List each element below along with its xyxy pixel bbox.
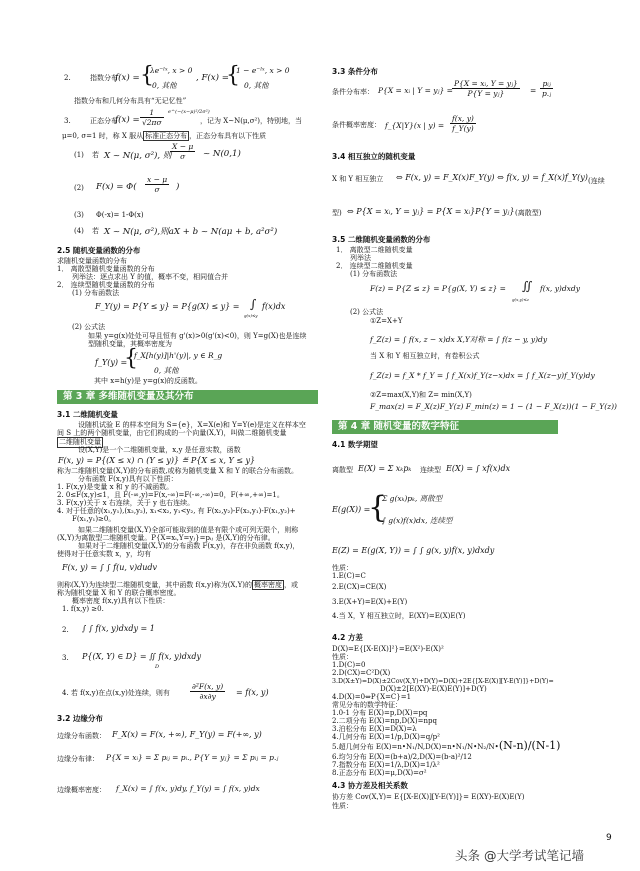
body-text: (1) 分布函数法 <box>350 270 398 278</box>
formula-case: f_X[h(y)]|h'(y)|, y ∈ R_g <box>134 351 223 360</box>
body-text: 4.D(X)=0⇔P{X=C}=1 <box>332 693 412 701</box>
body-text: 边缘概率密度： <box>57 786 106 794</box>
chapter-heading: 第 4 章 随机变量的数字特征 <box>332 420 558 434</box>
formula: F_Y(y) = P{Y ≤ y} = P{g(X) ≤ y} = <box>95 302 240 311</box>
body-text: 4. 若 f(x,y)在点(x,y)处连续，则有 <box>62 689 170 697</box>
body-text: 使得对于任意实数 x，y，均有 <box>57 550 152 558</box>
body-text: 设随机试验 E 的样本空间为 S={e}，X=X(e)和 Y=Y(e)是定义在样本空 <box>78 421 306 429</box>
formula: X ~ N(μ, σ²),则aX + b ~ N(aμ + b, a²σ²) <box>104 227 278 237</box>
body-text: 5.超几何分布 E(X)=n•N₁/N,D(X)=n•N₁/N•N₂/N•(N-n)/(N-1) <box>332 739 561 752</box>
body-text: ①Z=X+Y <box>370 317 403 325</box>
item-number: 3. <box>62 654 69 662</box>
fraction: $\frac{1}{√2\pi\sigma}$ <box>142 108 162 127</box>
watermark: 头条 @大学考试笔记墙 <box>455 848 584 863</box>
body-text: 性质： <box>332 564 353 572</box>
fraction: $\frac{\text{∂²F(x, y)}}{\partial x\partial y}$ <box>192 682 224 701</box>
fraction: $\frac{X - \mu}{\sigma}$ <box>172 142 194 161</box>
body-text: 7.指数分布 E(X)=1/λ,D(X)=1/λ² <box>332 761 440 769</box>
body-text: (2) 公式法 <box>72 323 106 331</box>
text: 若 <box>92 227 99 235</box>
formula: X ~ N(μ, σ²), 则 <box>104 151 172 161</box>
item-number: (3) <box>74 211 84 219</box>
formula-case: 0, 其他 <box>152 81 177 90</box>
body-text: 型) <box>332 209 342 217</box>
body-text: (X,Y)为离散型二维随机变量。P{X=xᵢ,Y=yⱼ}=pᵢⱼ 是(X,Y)的分布律。 <box>57 534 275 542</box>
brace-icon: { <box>140 63 154 88</box>
page-number: 9 <box>606 833 612 843</box>
item-number: (4) <box>74 227 84 235</box>
formula: E(X) = ∫ xf(x)dx <box>446 464 511 473</box>
brace-icon: { <box>368 490 388 525</box>
body-text: 1.D(C)=0 <box>332 661 366 669</box>
body-text: 4. 对于任意的(x₁,y₁),(x₂,y₂), x₁<x₂, y₁<y₂, 有 F(x₂,y₂)-F(x₂,y₁)-F(x₁,y₂)+ <box>57 507 296 515</box>
section-title: 4.3 协方差及相关系数 <box>332 781 408 790</box>
body-text: 8.正态分布 E(X)=μ,D(X)=σ² <box>332 769 427 777</box>
body-text: 2.D(CX)=C²D(X) <box>332 669 391 677</box>
highlight-box: 二维随机变量 <box>59 438 101 446</box>
fraction: pᵢⱼ p.ⱼ <box>542 79 552 98</box>
body-text: 设(X,Y)是一个二维随机变量，x,y 是任意实数，函数 <box>78 446 241 454</box>
body-text: 当 X 和 Y 相互独立时，有卷积公式 <box>370 352 480 360</box>
fraction: $\frac{f(x, y)}{f\_Y(y)}$ <box>452 114 474 133</box>
body-text: 1． 离散型二维随机变量 <box>336 246 413 254</box>
section-title: 3.2 边缘分布 <box>57 714 103 723</box>
body-text: ②Z=max(X,Y)和 Z= min(X,Y) <box>370 391 472 399</box>
text: 若 <box>92 151 99 159</box>
brace-icon: { <box>124 346 138 371</box>
note-text: 指数分布和几何分布具有“无记忆性” <box>74 97 187 105</box>
body-text: (离散型) <box>515 209 542 217</box>
body-text: 3.E(X+Y)=E(X)+E(Y) <box>332 598 408 606</box>
body-text: 1． 离散型随机变量函数的分布 <box>57 265 155 273</box>
section-title: 2.5 随机变量函数的分布 <box>57 246 141 255</box>
formula: f(x) = <box>115 73 140 83</box>
body-text: 连续型 <box>420 466 441 474</box>
formula: = f(x, y) <box>236 688 269 697</box>
subscript: g(x,y)≤z <box>512 297 529 302</box>
section-title: 4.2 方差 <box>332 633 363 642</box>
body-text: 则称(X,Y)为连续型二维随机变量，其中函数 f(x,y)称为(X,Y)的 概率密度 ，或 <box>57 581 298 589</box>
item-number: (1) <box>74 151 84 159</box>
body-text: 间 S 上的两个随机变量，由它们构成的一个向量(X,Y)，叫做二维随机变量 <box>57 429 287 437</box>
item-label: 指数分布 <box>90 74 118 82</box>
body-text: 分布函数 F(x,y)具有以下性质： <box>78 475 178 483</box>
body-text: 概率密度 f(x,y)具有以下性质： <box>72 597 170 605</box>
integral: ∫ <box>250 297 257 311</box>
body-text: 其中 x=h(y)是 y=g(x)的反函数。 <box>94 377 202 385</box>
body-text: 1.E(C)=C <box>332 572 366 580</box>
body-text: μ=0, σ=1 时，称 X 服从 标准正态分布 ，正态分布具有以下性质 <box>62 132 267 140</box>
body-text: 1. f(x,y) ≥0. <box>62 605 104 613</box>
item-number: 2. <box>62 626 69 634</box>
formula: ~ N(0,1) <box>203 149 241 159</box>
body-text: 如果 y=g(x)处处可导且恒有 g'(x)>0(g'(x)<0)，则 Y=g(X)也是连续 <box>88 332 307 340</box>
body-text: 2． 连续型二维随机变量 <box>336 262 413 270</box>
body-text: 6.均匀分布 E(X)=(b+a)/2,D(X)=(b-a)²/12 <box>332 753 472 761</box>
formula: ⇔ P{X = xᵢ, Y = yⱼ} = P{X = xᵢ}P{Y = yⱼ} <box>347 207 515 216</box>
formula: P{X = xᵢ} = Σ pᵢⱼ = pᵢ., P{Y = yⱼ} = Σ pᵢⱼ = p.ⱼ <box>106 753 279 762</box>
item-number: (2) <box>74 184 84 192</box>
formula-case: 0, 其他 <box>244 81 269 90</box>
body-text: 3.泊松分布 E(X)=D(X)=λ <box>332 725 417 733</box>
formula: f_Z(z) = ∫ f(x, z − x)dx X,Y对称 = ∫ f(z − y, y)dy <box>370 335 548 344</box>
body-text: 性质： <box>332 653 353 661</box>
formula: f(x)dx <box>262 302 286 311</box>
body-text: 边缘分布函数： <box>57 732 106 740</box>
item-number: 2. <box>64 74 71 82</box>
body-text: (连续 <box>588 177 605 185</box>
formula-case: 0, 其他 <box>154 366 179 375</box>
brace-icon: { <box>226 63 240 88</box>
formula: F_max(z) = F_X(z)F_Y(z) F_min(z) = 1 − (1 − F_X(z))(1 − F_Y(z)) <box>370 402 617 411</box>
fraction: $\frac{x - \mu}{\sigma}$ <box>147 175 168 194</box>
body-text: 1. F(x,y)是变量 x 和 y 的不减函数。 <box>57 483 174 491</box>
formula: Φ(-x)= 1-Φ(x) <box>96 211 144 219</box>
body-text: 条件概率密度： <box>332 121 381 129</box>
body-text: 4.当 X，Y 相互独立时，E(XY)=E(X)E(Y) <box>332 612 466 620</box>
body-text: 2． 连续型随机变量函数的分布 <box>57 281 155 289</box>
body-text: 1.0-1 分布 E(X)=p,D(X)=pq <box>332 709 428 717</box>
subscript: g(x)≤y <box>244 313 258 318</box>
formula: E(X) = Σ xₖpₖ <box>358 464 412 473</box>
body-text: 2. 0≤F(x,y)≤1，且 F(-∞,y)=F(x,-∞)=F(-∞,-∞)=0，F(+∞,+∞)=1。 <box>57 491 284 499</box>
section-title: 3.3 条件分布 <box>332 67 378 76</box>
section-title: 3.4 相互独立的随机变量 <box>332 152 416 161</box>
body-text: (1) 分布函数法 <box>72 289 120 297</box>
body-text: 称为二维随机变量(X,Y)的分布函数,或称为随机变量 X 和 Y 的联合分布函数。 <box>57 467 299 475</box>
body-text: 如果二维随机变量(X,Y)全部可能取到的值是有限个或可列无限个，则称 <box>78 526 299 534</box>
item-number: 3. <box>64 117 71 125</box>
formula: F(x, y) = ∫ ∫ f(u, v)dudv <box>62 563 157 572</box>
exponent: e^(−(x−μ)²/2σ²) <box>168 109 210 115</box>
body-text: 协方差 Cov(X,Y)= E{[X-E(X)][Y-E(Y)]}= E(XY)-E(X)E(Y) <box>332 793 525 801</box>
formula: f(x, y)dxdy <box>540 284 580 293</box>
formula: ∫ ∫ f(x, y)dxdy = 1 <box>82 624 155 633</box>
body-text: 求随机变量函数的分布 <box>57 257 127 265</box>
body-text: 4.几何分布 E(X)=1/p,D(X)=q/p² <box>332 733 440 741</box>
section-title: 4.1 数学期望 <box>332 440 378 449</box>
body-text: 2.E(CX)=CE(X) <box>332 583 387 591</box>
body-text: D(X)=E{[X-E(X)]²}=E(X²)-E(X)² <box>332 645 444 653</box>
body-text: 列举法 <box>350 254 371 262</box>
formula: f(x) = <box>115 115 140 125</box>
body-text: F(x₁,y₁)≥0。 <box>72 515 116 523</box>
formula: P{X = xᵢ | Y = yⱼ} = <box>378 86 453 95</box>
body-text: 常见分布的数学特征： <box>332 701 402 709</box>
highlight-box: 概率密度 <box>254 581 282 589</box>
formula: P{(X, Y) ∈ D} = ∬ f(x, y)dxdy <box>82 652 202 661</box>
body-text: 3. F(x,y)关于 x 右连续，关于 y 也右连续。 <box>57 499 195 507</box>
formula-case: ∫ g(x)f(x)dx, 连续型 <box>382 516 453 525</box>
integral: ∬ <box>522 279 533 293</box>
body-text: 条件分布率： <box>332 88 374 96</box>
formula: f_X(x) = ∫ f(x, y)dy, f_Y(y) = ∫ f(x, y)dx <box>116 784 260 793</box>
formula: f_Z(z) = f_X * f_Y = ∫ f_X(x)f_Y(z−x)dx = ∫ f_X(z−y)f_Y(y)dy <box>370 371 595 380</box>
body-text: 离散型 <box>332 466 353 474</box>
formula: , F(x) = <box>196 73 229 83</box>
highlight-box: 标准正态分布 <box>145 132 188 140</box>
body-text: 如果对于二维随机变量(X,Y)的分布函数 F(x,y)，存在非负函数 f(x,y)， <box>78 542 300 550</box>
formula: F(x, y) = P{(X ≤ x) ∩ (Y ≤ y)} ≝ P{X ≤ x, Y ≤ y} <box>58 456 256 465</box>
chapter-heading: 第 3 章 多维随机变量及其分布 <box>57 390 318 404</box>
formula: F(z) = P{Z ≤ z} = P{g(X, Y) ≤ z} = <box>370 284 506 293</box>
item-label: 正态分布 <box>90 117 118 125</box>
formula-case: 1 − e⁻ˡˣ, x > 0 <box>236 66 290 75</box>
section-title: 3.1 二维随机变量 <box>57 410 118 419</box>
body-text: 称为随机变量 X 和 Y 的联合概率密度。 <box>57 589 181 597</box>
body-text: 性质： <box>332 802 353 810</box>
body-text: 边缘分布律： <box>57 755 99 763</box>
formula-case: λe⁻ˡˣ, x > 0 <box>150 66 193 75</box>
formula: f_{X|Y}(x | y) = <box>385 121 445 130</box>
formula: f_Y(y) = <box>95 358 128 367</box>
formula: = <box>530 86 537 95</box>
body-text: D(X)±2[E(XY)-E(X)E(Y)]+D(Y) <box>380 685 487 693</box>
body-text: 2.二项分布 E(X)=np,D(X)=npq <box>332 717 437 725</box>
body-text: ，记为 X~N(μ,σ²)，特别地，当 <box>200 117 303 125</box>
formula: E(Z) = E(g(X, Y)) = ∫ ∫ g(x, y)f(x, y)dxdy <box>332 546 495 555</box>
body-text: 列举法：逐点求出 Y 的值，概率不变，相同值合并 <box>72 273 229 281</box>
subscript: D <box>155 664 160 670</box>
body-text: 型随机变量，其概率密度为 <box>88 340 172 348</box>
formula: ⇔ F(x, y) = F_X(x)F_Y(y) ⇔ f(x, y) = f_X(x)f_Y(y) <box>396 173 588 182</box>
formula: ) <box>176 182 180 192</box>
section-title: 3.5 二维随机变量函数的分布 <box>332 235 431 244</box>
formula: F(x) = Φ( <box>96 182 137 192</box>
body-text: 3.D(X±Y)=D(X)±2Cov(X,Y)+D(Y)=D(X)+2E{[X-E(X)][Y-E(Y)]}+D(Y)= <box>332 678 554 685</box>
formula: E(g(X)) = <box>332 505 371 514</box>
formula: F_X(x) = F(x, +∞), F_Y(y) = F(+∞, y) <box>112 730 262 739</box>
body-text: X 和 Y 相互独立 <box>332 175 384 183</box>
body-text: (2) 公式法 <box>350 308 384 316</box>
formula-case: Σ g(xₖ)pₖ, 离散型 <box>382 494 443 503</box>
fraction: $\frac{\text{P\{X = xᵢ, Y = yⱼ\}}}{\text{P\{Y = yⱼ\}}}$ <box>454 79 518 98</box>
